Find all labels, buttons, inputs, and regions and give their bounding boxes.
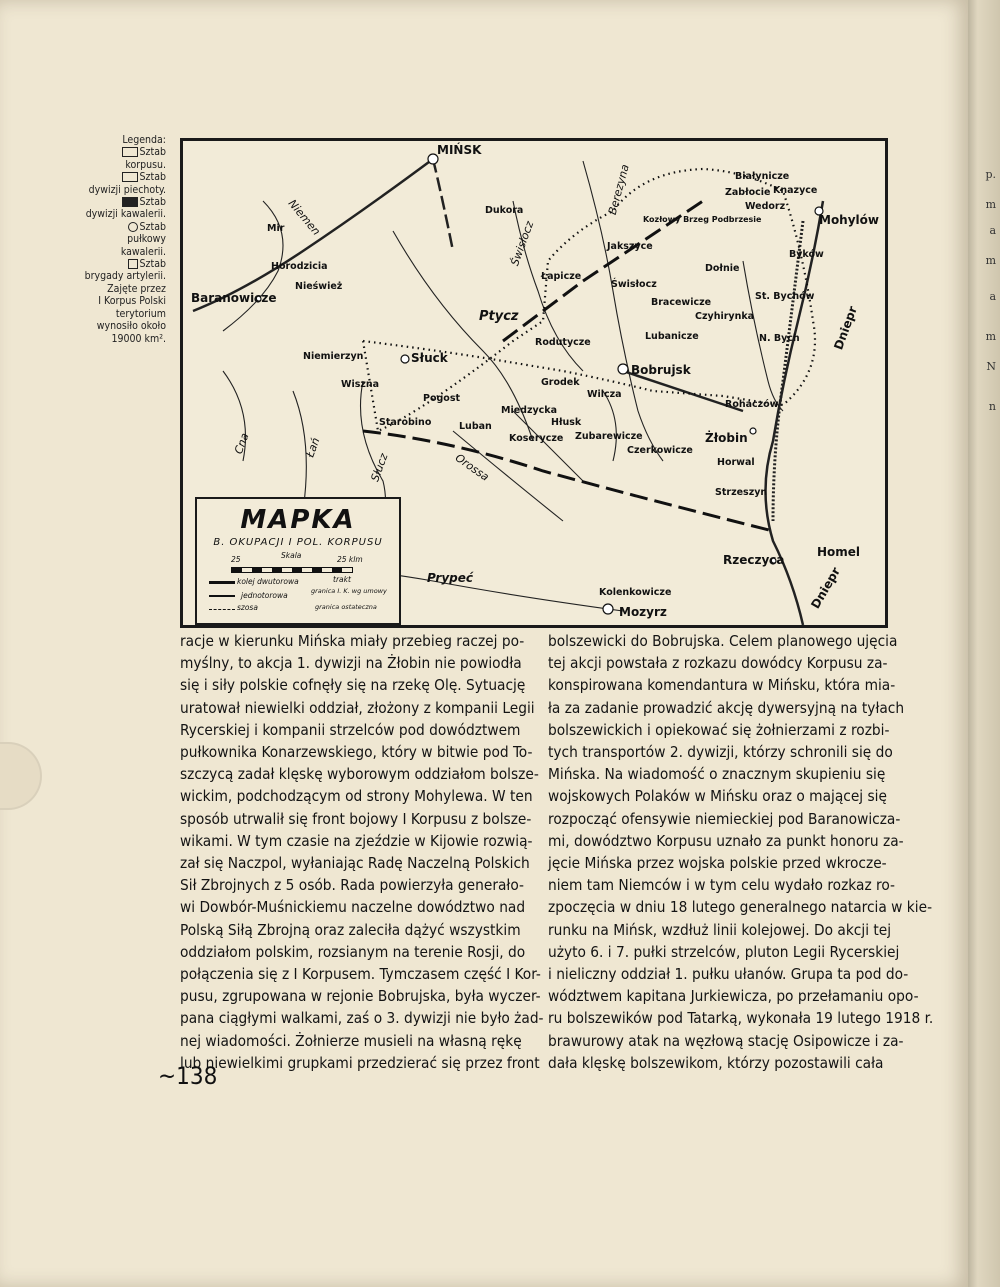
text-line: nej wiadomości. Żołnierze musieli na własną rękę: [180, 1031, 522, 1050]
legend-line: korpusu.: [125, 158, 166, 171]
cavalry-division-hq-icon: [122, 197, 138, 207]
place-label: Baranowicze: [191, 291, 277, 305]
text-line: uratował niewielki oddział, złożony z kompanii Legii: [180, 698, 535, 717]
place-label: Mir: [267, 223, 285, 234]
text-line: użyto 6. i 7. pułki strzelców, pluton Legii Rycerskiej: [548, 942, 900, 961]
place-label: Wilcza: [587, 389, 622, 400]
facing-page-fragment: N: [986, 360, 996, 373]
place-label: Knazyce: [773, 185, 818, 196]
facing-page-fragment: m: [985, 254, 996, 267]
artillery-brigade-hq-icon: [128, 259, 138, 269]
place-label: Luban: [459, 421, 492, 432]
place-label: Zubarewicze: [575, 431, 643, 442]
scale-bar: [231, 567, 353, 573]
place-label: Grodek: [541, 377, 580, 388]
text-line: brawurowy atak na węzłową stację Osipowicze i za-: [548, 1031, 904, 1050]
legend-rail-double-line: [209, 581, 235, 584]
place-label: N. Bych: [759, 333, 800, 344]
text-line: zał się Naczpol, wyłaniając Radę Naczelną Polskich: [180, 854, 530, 873]
text-line: pułkownika Konarzewskiego, który w bitwie pod To-: [180, 743, 533, 762]
legend-line: brygady artylerii.: [84, 270, 166, 283]
place-label: Byków: [789, 249, 824, 260]
text-line: Polską Siłą Zbrojną oraz zaleciła dążyć wszystkim: [180, 920, 521, 939]
place-label: Lubanicze: [645, 331, 699, 342]
place-label: Dniepr: [831, 304, 860, 352]
legend-line: dywizji kawalerii.: [85, 208, 166, 221]
legend-rail-single-line: [209, 595, 235, 597]
legend-line: Sztab: [80, 171, 166, 183]
place-label: Niemen: [285, 197, 323, 238]
place-label: Bobrujsk: [631, 363, 691, 377]
place-label: Berezyna: [605, 162, 632, 217]
text-line: racje w kierunku Mińska miały przebieg raczej po-: [180, 632, 525, 650]
place-label: Zabłocie: [725, 187, 771, 198]
place-label: Koserycze: [509, 433, 564, 444]
border-final: [363, 201, 773, 531]
map-legend: [80, 134, 166, 345]
text-line: połączenia się z I Korpusem. Tymczasem część I Kor-: [180, 965, 541, 984]
legend-trakt: trakt: [333, 575, 351, 584]
legend-road: szosa: [237, 603, 258, 612]
text-line: Mińska. Na wiadomość o znacznym skupieniu się: [548, 765, 886, 784]
facing-page-fragment: m: [985, 330, 996, 343]
map-title-box: [195, 497, 401, 625]
legend-line: wynosiło około: [96, 320, 166, 333]
text-line: tych transportów 2. dywizji, którzy schronili się do: [548, 743, 893, 762]
page-tab: [0, 742, 42, 810]
map-title: MAPKA: [240, 505, 356, 535]
cavalry-regiment-hq-icon: [128, 222, 138, 232]
text-line: myślny, to akcja 1. dywizji na Żłobin nie powiodła: [180, 654, 522, 673]
text-line: niem tam Niemców i w tym celu wydało rozkaz ro-: [548, 876, 896, 895]
text-line: wództwem kapitana Jurkiewicza, po przełamaniu opo-: [548, 987, 919, 1006]
place-label: Strzeszyn: [715, 487, 768, 498]
legend-line: 19000 km².: [111, 332, 166, 345]
facing-page-fragment: p.: [985, 168, 996, 181]
text-line: konspirowana komendantura w Mińsku, która mia-: [548, 676, 896, 695]
place-label: Rzeczyca: [723, 553, 785, 567]
text-line: sposób utrwalił się front bojowy I Korpusu z bolsze-: [180, 809, 532, 828]
text-line: bolszewickich i opiekować się żołnierzami z rozbi-: [548, 720, 890, 739]
town-sluck: [401, 355, 409, 363]
text-line: jęcie Mińska przez wojska polskie przed wkrocze-: [548, 854, 887, 873]
legend-line: pułkowy kawalerii.: [120, 233, 166, 258]
legend-line: Sztab: [80, 146, 166, 158]
place-label: Jakszyce: [607, 241, 653, 252]
text-line: ła za zadanie prowadzić akcję dywersyjną na tyłach: [548, 698, 905, 717]
legend-line: Sztab: [80, 196, 166, 208]
text-line: bolszewicki do Bobrujska. Celem planowego ujęcia: [548, 632, 898, 650]
place-label: Słucz: [368, 451, 391, 484]
place-label: Mohylów: [819, 213, 879, 227]
place-label: Miedzycka: [501, 405, 558, 416]
text-line: rozpocząć ofensywie niemieckiej pod Baranowicza-: [548, 809, 901, 828]
text-line: pana ciągłymi walkami, zaś o 3. dywizji nie było żad-: [180, 1009, 544, 1028]
text-line: wikami. W tym czasie na zjeździe w Kijowie rozwią-: [180, 831, 533, 850]
place-label: Łapicze: [541, 271, 582, 282]
river-berezyna: [583, 161, 663, 461]
page-number: ~138: [158, 1062, 218, 1090]
text-line: oddziałom polskim, rozsianym na terenie Rosji, do: [180, 942, 526, 961]
text-line: wi Dowbór-Muśnickiemu naczelne dowództwo nad: [180, 898, 526, 917]
place-label: Prypeć: [427, 571, 474, 585]
facing-page-edge: [968, 0, 1000, 1287]
place-label: Niemierzyn: [303, 351, 364, 362]
place-label: Kozłowy Brzeg Podbrzesie: [643, 215, 762, 224]
place-label: Czyhirynka: [695, 311, 755, 322]
place-label: Słuck: [411, 351, 448, 365]
text-line: mi, dowództwo Korpusu uznało za punkt honoru za-: [548, 831, 904, 850]
text-line: szczycą zadał klęskę wyborowym oddziałom bolsze-: [180, 765, 539, 784]
facing-page-fragment: m: [985, 198, 996, 211]
place-label: Bracewicze: [651, 297, 712, 308]
place-label: Żłobin: [705, 431, 748, 445]
facing-page-fragment: a: [989, 224, 996, 237]
place-label: Kolenkowicze: [599, 587, 672, 598]
text-line: lub niewielkimi grupkami przedzierać się przez front: [180, 1053, 540, 1072]
place-label: Nieśwież: [295, 281, 343, 292]
legend-border-agreement: granica I. K. wg umowy: [311, 587, 387, 595]
legend-rail-double: kolej dwutorowa: [237, 577, 299, 586]
legend-border-final: granica ostateczna: [315, 603, 377, 611]
place-label: Orossa: [452, 451, 492, 484]
facing-page-fragment: n: [988, 400, 996, 413]
place-label: Dukora: [485, 205, 524, 216]
text-line: wickim, podchodzącym od strony Mohylewa. W ten: [180, 787, 533, 806]
legend-rail-single: jednotorowa: [241, 591, 288, 600]
legend-line: Sztab: [80, 258, 166, 270]
railway-dnieper-line: [773, 221, 803, 521]
facing-page-fragment: a: [989, 290, 996, 303]
place-label: St. Bychów: [755, 291, 815, 302]
place-label: Wiszna: [341, 379, 380, 390]
place-label: Horwal: [717, 457, 755, 468]
place-label: Cna: [231, 431, 252, 456]
scale-label: Skala: [281, 551, 302, 560]
occupation-map: [180, 138, 888, 628]
place-label: Starobino: [379, 417, 432, 428]
text-line: dała klęskę bolszewikom, którzy pozostawili cała: [548, 1053, 884, 1072]
text-line: pusu, zgrupowana w rejonie Bobrujska, była wyczer-: [180, 987, 541, 1006]
railway-minsk-bobrujsk: [433, 159, 453, 251]
place-label: Rodutycze: [535, 337, 591, 348]
legend-line: Sztab: [80, 221, 166, 233]
text-line: się i siły polskie cofnęły się na rzekę Olę. Sytuację: [180, 676, 526, 695]
text-column-left: [180, 630, 544, 1074]
text-line: ru bolszewików pod Tatarką, wykonała 19 lutego 1918 r.: [548, 1009, 934, 1028]
place-label: Świsłocz: [611, 279, 657, 290]
town-bobrujsk: [618, 364, 628, 374]
corps-hq-icon: [122, 147, 138, 157]
text-line: wojskowych Polaków w Mińsku oraz o mającej się: [548, 787, 887, 806]
town-zlobin: [750, 428, 756, 434]
place-label: Dniepr: [808, 564, 844, 612]
legend-title: Legenda:: [122, 134, 166, 146]
text-line: Rycerskiej i kompanii strzelców pod dowództwem: [180, 720, 521, 739]
place-label: Pogost: [423, 393, 461, 404]
text-column-right: [548, 630, 934, 1074]
place-label: Świsłocz: [508, 219, 537, 268]
place-label: Rohaczów: [725, 399, 779, 410]
place-label: Czerkowicze: [627, 445, 693, 456]
place-label: Ptycz: [479, 309, 519, 324]
town-mozyrz: [603, 604, 613, 614]
legend-line: Zajęte przez: [107, 282, 166, 295]
legend-road-line: [209, 609, 235, 610]
place-label: Dołnie: [705, 263, 740, 274]
text-line: runku na Mińsk, wzdłuż linii kolejowej. Do akcji tej: [548, 920, 892, 939]
place-label: Białynicze: [735, 171, 790, 182]
place-label: Mozyrz: [619, 605, 667, 619]
text-line: tej akcji powstała z rozkazu dowódcy Korpusu za-: [548, 654, 888, 673]
place-label: Wedorz: [745, 201, 786, 212]
place-label: MIŃSK: [437, 143, 482, 157]
scale-right: 25 klm: [337, 555, 363, 564]
map-subtitle: B. OKUPACJI I POL. KORPUSU: [213, 537, 383, 548]
text-line: zpoczęcia w dniu 18 lutego generalnego natarcia w kie-: [548, 898, 933, 917]
legend-line: dywizji piechoty.: [88, 183, 166, 196]
text-line: Sił Zbrojnych z 5 osób. Rada powierzyła generało-: [180, 876, 524, 895]
place-label: Łań: [303, 435, 323, 460]
place-label: Hłusk: [551, 417, 582, 428]
place-label: Horodzicia: [271, 261, 328, 272]
legend-line: terytorium: [115, 307, 166, 320]
infantry-division-hq-icon: [122, 172, 138, 182]
text-line: i nieliczny oddział 1. pułku ułanów. Grupa ta pod do-: [548, 965, 909, 984]
place-label: Homel: [817, 545, 861, 559]
river-olla: [603, 391, 616, 461]
scale-left: 25: [231, 555, 241, 564]
legend-line: I Korpus Polski: [98, 295, 166, 308]
